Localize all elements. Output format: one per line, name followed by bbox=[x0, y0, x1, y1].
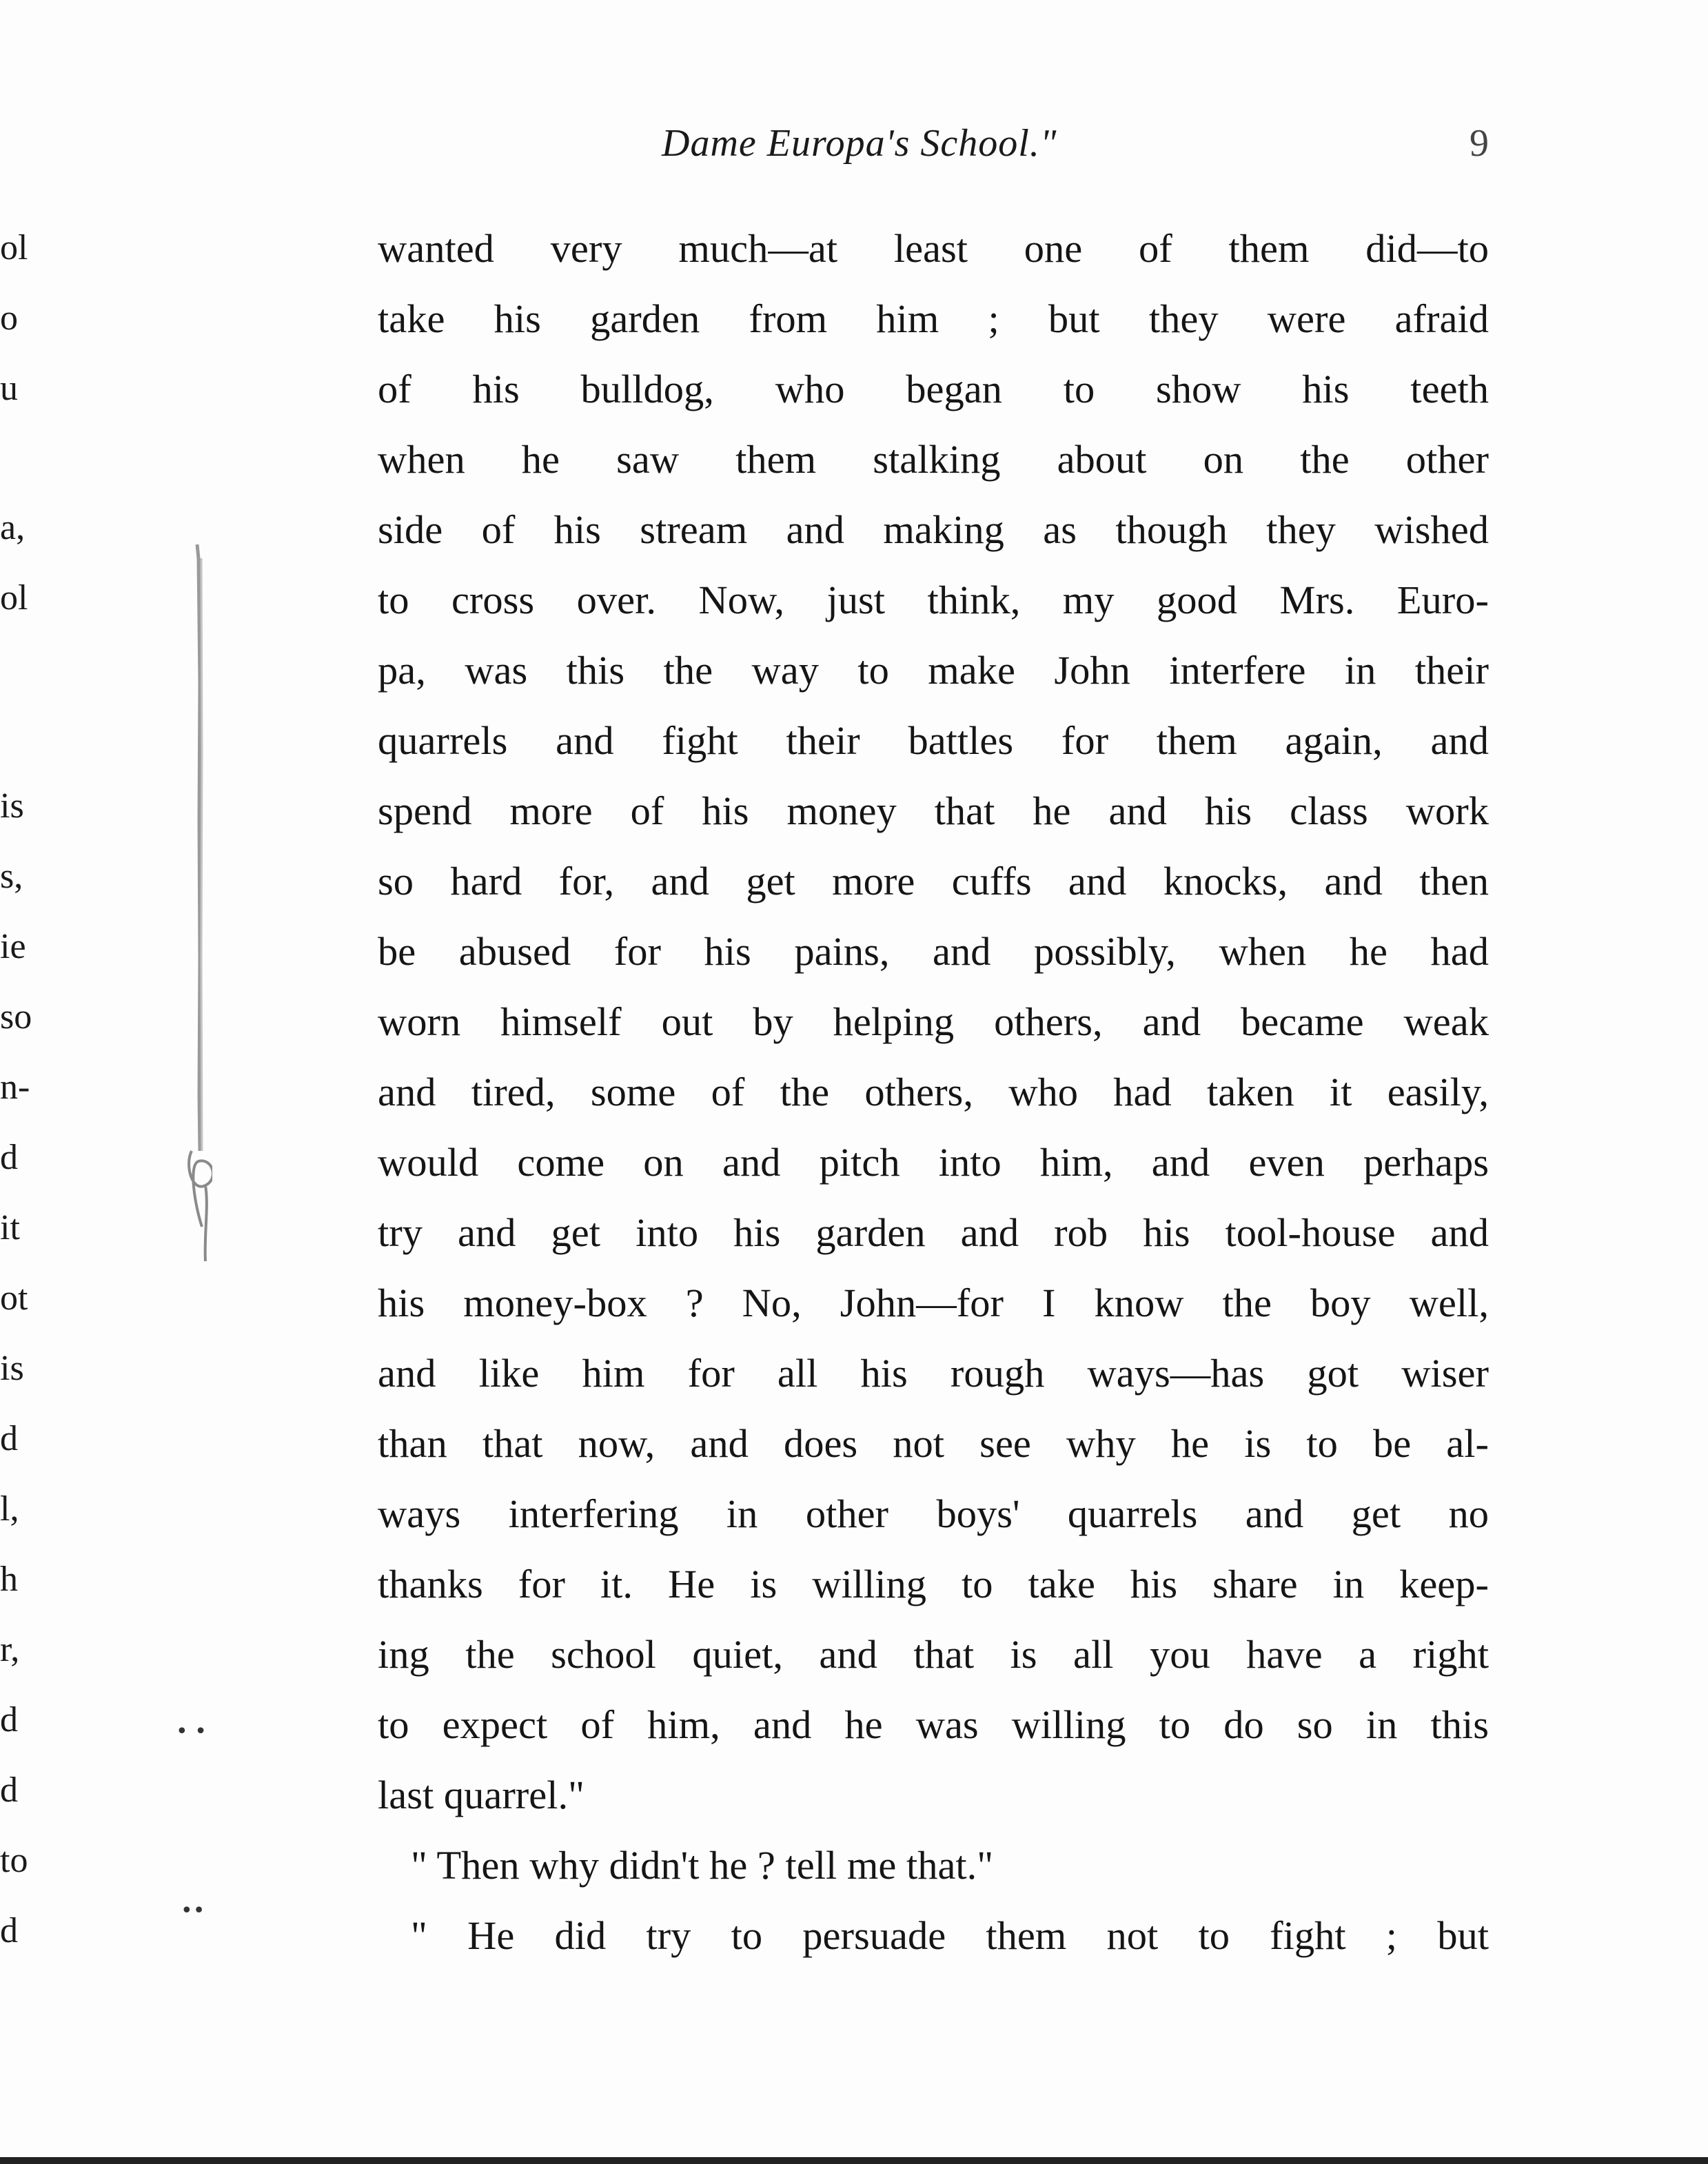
text-line: so hard for, and get more cuffs and knocks, and then bbox=[378, 859, 1489, 904]
facing-fragment: is bbox=[0, 786, 24, 826]
text-line: would come on and pitch into him, and even perhaps bbox=[378, 1140, 1489, 1185]
running-header bbox=[372, 121, 1489, 176]
facing-fragment: d bbox=[0, 1419, 18, 1458]
text-line: to expect of him, and he was willing to do so in this bbox=[378, 1702, 1489, 1747]
facing-fragment: a, bbox=[0, 508, 26, 547]
page-number: 9 bbox=[1470, 122, 1489, 165]
text-line: be abused for his pains, and possibly, when he had bbox=[378, 929, 1489, 974]
body-text bbox=[378, 214, 1489, 1971]
speck-mark: • • bbox=[176, 1719, 207, 1744]
text-line: than that now, and does not see why he is to be al- bbox=[378, 1421, 1489, 1466]
facing-fragment: d bbox=[0, 1700, 18, 1739]
facing-fragment: ol bbox=[0, 578, 28, 617]
facing-fragment: r, bbox=[0, 1630, 20, 1669]
facing-fragment: u bbox=[0, 369, 18, 408]
text-line: wanted very much—at least one of them did—to bbox=[378, 226, 1489, 271]
binding-thread bbox=[185, 544, 212, 1268]
facing-fragment: it bbox=[0, 1208, 20, 1247]
text-line: thanks for it. He is willing to take his share in keep- bbox=[378, 1562, 1489, 1606]
text-line: take his garden from him ; but they were afraid bbox=[378, 296, 1489, 341]
facing-fragment: d bbox=[0, 1911, 18, 1950]
text-line: his money-box ? No, John—for I know the boy well, bbox=[378, 1280, 1489, 1325]
text-line: spend more of his money that he and his class work bbox=[378, 788, 1489, 833]
text-line: ways interfering in other boys' quarrels and get no bbox=[378, 1491, 1489, 1536]
text-line: try and get into his garden and rob his tool-house and bbox=[378, 1210, 1489, 1255]
facing-fragment: ie bbox=[0, 927, 26, 966]
text-line: and tired, some of the others, who had taken it easily, bbox=[378, 1070, 1489, 1114]
running-header-title: Dame Europa's School." bbox=[662, 122, 1057, 165]
text-line: last quarrel." bbox=[378, 1773, 585, 1817]
scan-edge bbox=[0, 2157, 1708, 2164]
facing-fragment: s, bbox=[0, 857, 23, 896]
text-line: and like him for all his rough ways—has got wiser bbox=[378, 1351, 1489, 1396]
facing-fragment: is bbox=[0, 1349, 24, 1388]
text-line: quarrels and fight their battles for them again, and bbox=[378, 718, 1489, 763]
text-line: " Then why didn't he ? tell me that." bbox=[411, 1843, 994, 1888]
text-line: worn himself out by helping others, and became weak bbox=[378, 999, 1489, 1044]
facing-fragment: d bbox=[0, 1138, 18, 1177]
text-line: ing the school quiet, and that is all you have a right bbox=[378, 1632, 1489, 1677]
facing-fragment: n- bbox=[0, 1068, 30, 1107]
facing-fragment: l, bbox=[0, 1489, 19, 1529]
facing-fragment: so bbox=[0, 997, 32, 1037]
speck-mark: •• bbox=[181, 1899, 205, 1923]
text-line: when he saw them stalking about on the other bbox=[378, 437, 1489, 482]
text-line: of his bulldog, who began to show his teeth bbox=[378, 367, 1489, 411]
text-line: " He did try to persuade them not to fight ; but bbox=[411, 1913, 1489, 1958]
facing-fragment: ol bbox=[0, 228, 28, 267]
facing-fragment: ot bbox=[0, 1278, 28, 1318]
facing-fragment: to bbox=[0, 1841, 28, 1880]
facing-fragment: o bbox=[0, 298, 18, 338]
text-line: pa, was this the way to make John interfere in their bbox=[378, 648, 1489, 693]
text-line: side of his stream and making as though they wished bbox=[378, 507, 1489, 552]
facing-fragment: h bbox=[0, 1560, 18, 1599]
text-line: to cross over. Now, just think, my good Mrs. Euro- bbox=[378, 578, 1489, 622]
facing-fragment: d bbox=[0, 1770, 18, 1810]
